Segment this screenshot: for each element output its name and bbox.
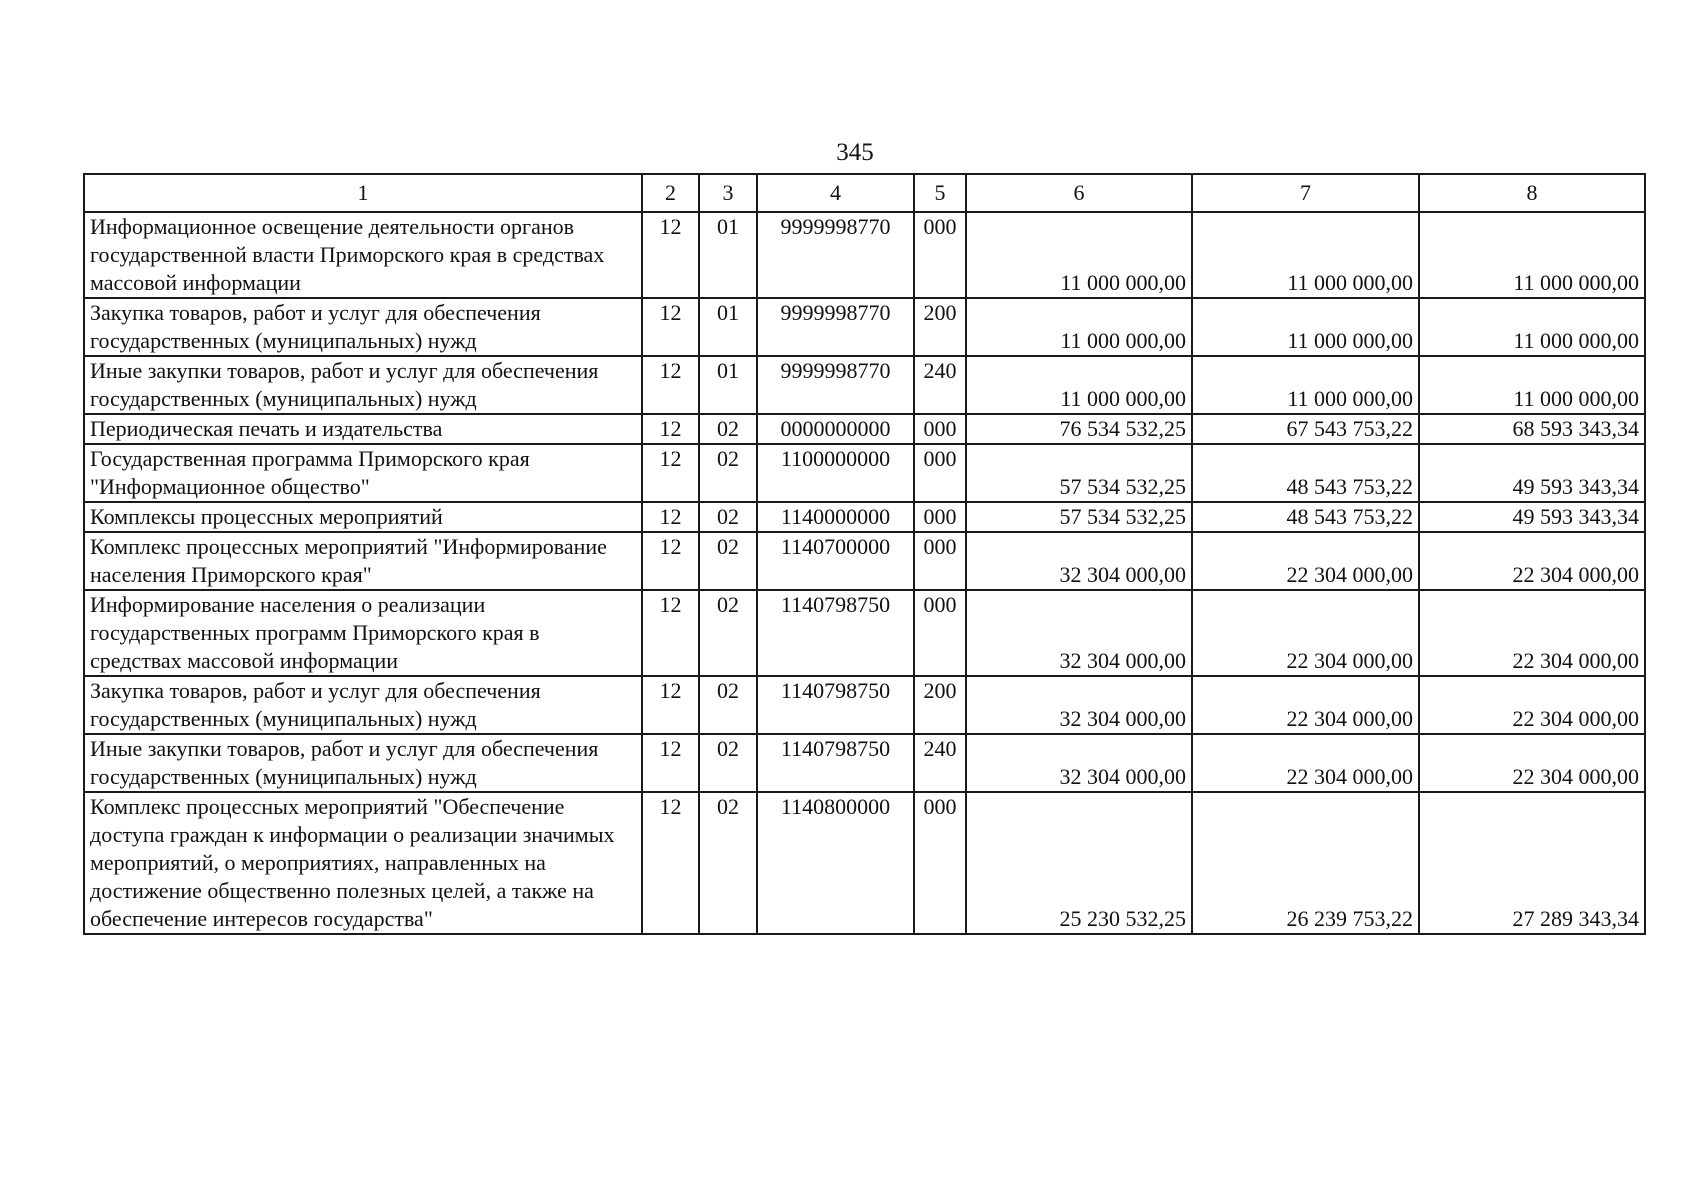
row-amount-8: 11 000 000,00 <box>1419 298 1645 356</box>
row-amount-7: 22 304 000,00 <box>1192 532 1419 590</box>
row-name: Комплексы процессных мероприятий <box>84 502 642 532</box>
row-amount-8: 68 593 343,34 <box>1419 414 1645 444</box>
row-amount-7: 11 000 000,00 <box>1192 298 1419 356</box>
header-col-5: 5 <box>914 174 966 212</box>
row-target-code: 1140700000 <box>757 532 914 590</box>
row-target-code: 1140798750 <box>757 734 914 792</box>
row-expense-type: 240 <box>914 356 966 414</box>
row-section: 12 <box>642 444 699 502</box>
row-expense-type: 000 <box>914 792 966 934</box>
row-amount-8: 11 000 000,00 <box>1419 356 1645 414</box>
table-row <box>84 414 1645 444</box>
row-subsection: 02 <box>699 590 757 676</box>
row-expense-type: 200 <box>914 676 966 734</box>
row-amount-8: 27 289 343,34 <box>1419 792 1645 934</box>
row-amount-7: 67 543 753,22 <box>1192 414 1419 444</box>
row-name: Информационное освещение деятельности органов государственной власти Приморского края в средствах массовой информации <box>84 212 642 298</box>
row-amount-8: 22 304 000,00 <box>1419 734 1645 792</box>
table-body <box>84 212 1645 934</box>
row-section: 12 <box>642 298 699 356</box>
row-subsection: 02 <box>699 414 757 444</box>
table-row <box>84 444 1645 502</box>
row-amount-7: 48 543 753,22 <box>1192 444 1419 502</box>
row-section: 12 <box>642 532 699 590</box>
row-amount-7: 11 000 000,00 <box>1192 356 1419 414</box>
row-amount-7: 22 304 000,00 <box>1192 590 1419 676</box>
row-amount-7: 22 304 000,00 <box>1192 676 1419 734</box>
row-expense-type: 000 <box>914 212 966 298</box>
table-row <box>84 532 1645 590</box>
row-target-code: 9999998770 <box>757 356 914 414</box>
row-name: Периодическая печать и издательства <box>84 414 642 444</box>
row-subsection: 02 <box>699 532 757 590</box>
table-row <box>84 734 1645 792</box>
row-amount-6: 57 534 532,25 <box>966 502 1192 532</box>
row-amount-6: 32 304 000,00 <box>966 676 1192 734</box>
row-amount-6: 25 230 532,25 <box>966 792 1192 934</box>
table-row <box>84 298 1645 356</box>
row-target-code: 1140000000 <box>757 502 914 532</box>
row-amount-8: 49 593 343,34 <box>1419 502 1645 532</box>
table-row <box>84 676 1645 734</box>
row-amount-8: 11 000 000,00 <box>1419 212 1645 298</box>
row-amount-6: 11 000 000,00 <box>966 298 1192 356</box>
budget-table <box>83 173 1646 935</box>
row-expense-type: 000 <box>914 414 966 444</box>
table-row <box>84 356 1645 414</box>
row-amount-6: 32 304 000,00 <box>966 532 1192 590</box>
page-number: 345 <box>836 139 874 166</box>
row-amount-7: 26 239 753,22 <box>1192 792 1419 934</box>
header-col-2: 2 <box>642 174 699 212</box>
row-subsection: 02 <box>699 676 757 734</box>
row-expense-type: 000 <box>914 590 966 676</box>
row-subsection: 02 <box>699 792 757 934</box>
header-col-8: 8 <box>1419 174 1645 212</box>
row-amount-7: 22 304 000,00 <box>1192 734 1419 792</box>
row-amount-6: 32 304 000,00 <box>966 734 1192 792</box>
table-row <box>84 792 1645 934</box>
row-section: 12 <box>642 356 699 414</box>
row-subsection: 02 <box>699 734 757 792</box>
table-row <box>84 502 1645 532</box>
row-section: 12 <box>642 734 699 792</box>
row-target-code: 0000000000 <box>757 414 914 444</box>
row-amount-6: 32 304 000,00 <box>966 590 1192 676</box>
row-name: Иные закупки товаров, работ и услуг для обеспечения государственных (муниципальных) нужд <box>84 734 642 792</box>
row-expense-type: 000 <box>914 502 966 532</box>
row-target-code: 1140800000 <box>757 792 914 934</box>
row-name: Государственная программа Приморского края "Информационное общество" <box>84 444 642 502</box>
row-amount-8: 22 304 000,00 <box>1419 590 1645 676</box>
row-amount-8: 22 304 000,00 <box>1419 676 1645 734</box>
row-name: Информирование населения о реализации государственных программ Приморского края в средствах массовой информации <box>84 590 642 676</box>
row-subsection: 02 <box>699 502 757 532</box>
row-subsection: 01 <box>699 356 757 414</box>
row-name: Закупка товаров, работ и услуг для обеспечения государственных (муниципальных) нужд <box>84 676 642 734</box>
row-expense-type: 000 <box>914 532 966 590</box>
row-section: 12 <box>642 676 699 734</box>
row-amount-6: 11 000 000,00 <box>966 212 1192 298</box>
row-expense-type: 200 <box>914 298 966 356</box>
row-section: 12 <box>642 414 699 444</box>
header-col-1: 1 <box>84 174 642 212</box>
header-col-4: 4 <box>757 174 914 212</box>
table-header <box>84 174 1645 212</box>
header-col-6: 6 <box>966 174 1192 212</box>
row-amount-7: 11 000 000,00 <box>1192 212 1419 298</box>
row-subsection: 01 <box>699 212 757 298</box>
row-name: Закупка товаров, работ и услуг для обеспечения государственных (муниципальных) нужд <box>84 298 642 356</box>
row-target-code: 9999998770 <box>757 298 914 356</box>
row-section: 12 <box>642 502 699 532</box>
row-target-code: 1140798750 <box>757 676 914 734</box>
row-target-code: 1100000000 <box>757 444 914 502</box>
row-name: Комплекс процессных мероприятий "Информирование населения Приморского края" <box>84 532 642 590</box>
table-row <box>84 212 1645 298</box>
row-amount-6: 57 534 532,25 <box>966 444 1192 502</box>
row-name: Комплекс процессных мероприятий "Обеспечение доступа граждан к информации о реализации значимых мероприятий, о мероприятиях, направленных на достижение общественно полезных целей, а также на обеспечение интересов государства" <box>84 792 642 934</box>
row-target-code: 1140798750 <box>757 590 914 676</box>
row-amount-6: 11 000 000,00 <box>966 356 1192 414</box>
table-row <box>84 590 1645 676</box>
row-subsection: 01 <box>699 298 757 356</box>
row-amount-8: 49 593 343,34 <box>1419 444 1645 502</box>
row-name: Иные закупки товаров, работ и услуг для обеспечения государственных (муниципальных) нужд <box>84 356 642 414</box>
row-subsection: 02 <box>699 444 757 502</box>
header-col-3: 3 <box>699 174 757 212</box>
row-amount-6: 76 534 532,25 <box>966 414 1192 444</box>
row-amount-8: 22 304 000,00 <box>1419 532 1645 590</box>
row-expense-type: 000 <box>914 444 966 502</box>
row-amount-7: 48 543 753,22 <box>1192 502 1419 532</box>
header-col-7: 7 <box>1192 174 1419 212</box>
row-expense-type: 240 <box>914 734 966 792</box>
row-section: 12 <box>642 792 699 934</box>
row-section: 12 <box>642 212 699 298</box>
row-section: 12 <box>642 590 699 676</box>
header-row <box>84 174 1645 212</box>
row-target-code: 9999998770 <box>757 212 914 298</box>
